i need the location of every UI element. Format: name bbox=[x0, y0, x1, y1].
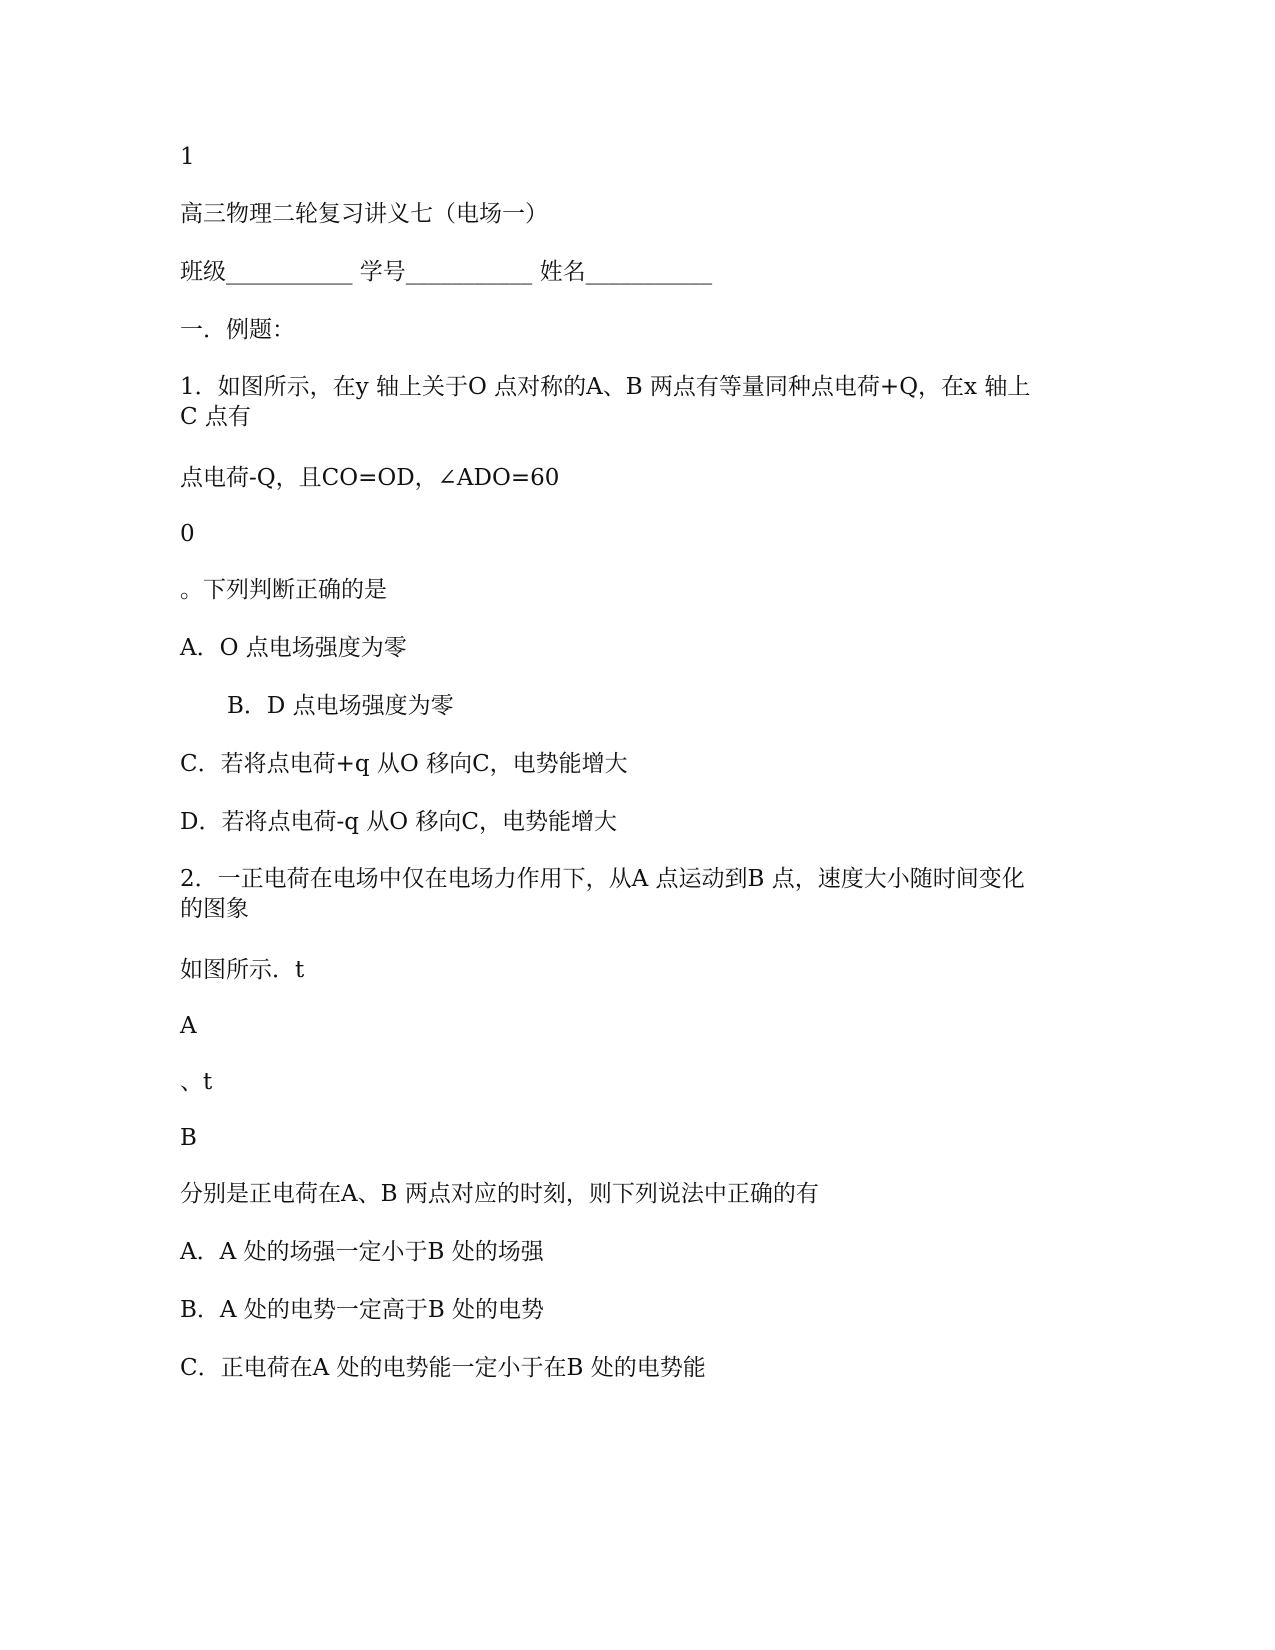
page-number: 1 bbox=[180, 144, 195, 170]
q1-stem-line2: 点电荷-Q，且CO=OD，∠ADO=60 bbox=[180, 465, 560, 491]
q2-stem-line2: 如图所示．t bbox=[180, 957, 305, 983]
q2-fragment-a: A bbox=[180, 1013, 197, 1039]
q2-option-c: C．正电荷在A 处的电势能一定小于在B 处的电势能 bbox=[180, 1355, 706, 1381]
q2-fragment-b: B bbox=[180, 1125, 197, 1151]
section-heading: 一．例题： bbox=[180, 317, 295, 343]
q2-option-a: A．A 处的场强一定小于B 处的场强 bbox=[180, 1239, 544, 1265]
q1-option-c: C．若将点电荷+q 从O 移向C，电势能增大 bbox=[180, 751, 628, 777]
q2-stem-line3: 分别是正电荷在A、B 两点对应的时刻，则下列说法中正确的有 bbox=[180, 1181, 819, 1207]
q1-stem-line1: 1．如图所示，在y 轴上关于O 点对称的A、B 两点有等量同种点电荷+Q，在x 轴上C 点有 bbox=[180, 374, 1031, 430]
q1-option-a: A．O 点电场强度为零 bbox=[180, 635, 407, 661]
q2-fragment-sep: 、t bbox=[180, 1069, 213, 1095]
page-title: 高三物理二轮复习讲义七（电场一） bbox=[180, 201, 548, 227]
q1-degree-fragment: 0 bbox=[180, 521, 195, 547]
q1-stem-line3: 。下列判断正确的是 bbox=[180, 577, 387, 603]
q1-option-d: D．若将点电荷-q 从O 移向C，电势能增大 bbox=[180, 809, 618, 835]
q1-option-b: B．D 点电场强度为零 bbox=[227, 693, 454, 719]
q2-stem-line1: 2．一正电荷在电场中仅在电场力作用下，从A 点运动到B 点，速度大小随时间变化的图象 bbox=[180, 866, 1025, 922]
class-id-name-fields: 班级___________ 学号___________ 姓名___________ bbox=[180, 259, 713, 285]
q2-option-b: B．A 处的电势一定高于B 处的电势 bbox=[180, 1297, 545, 1323]
